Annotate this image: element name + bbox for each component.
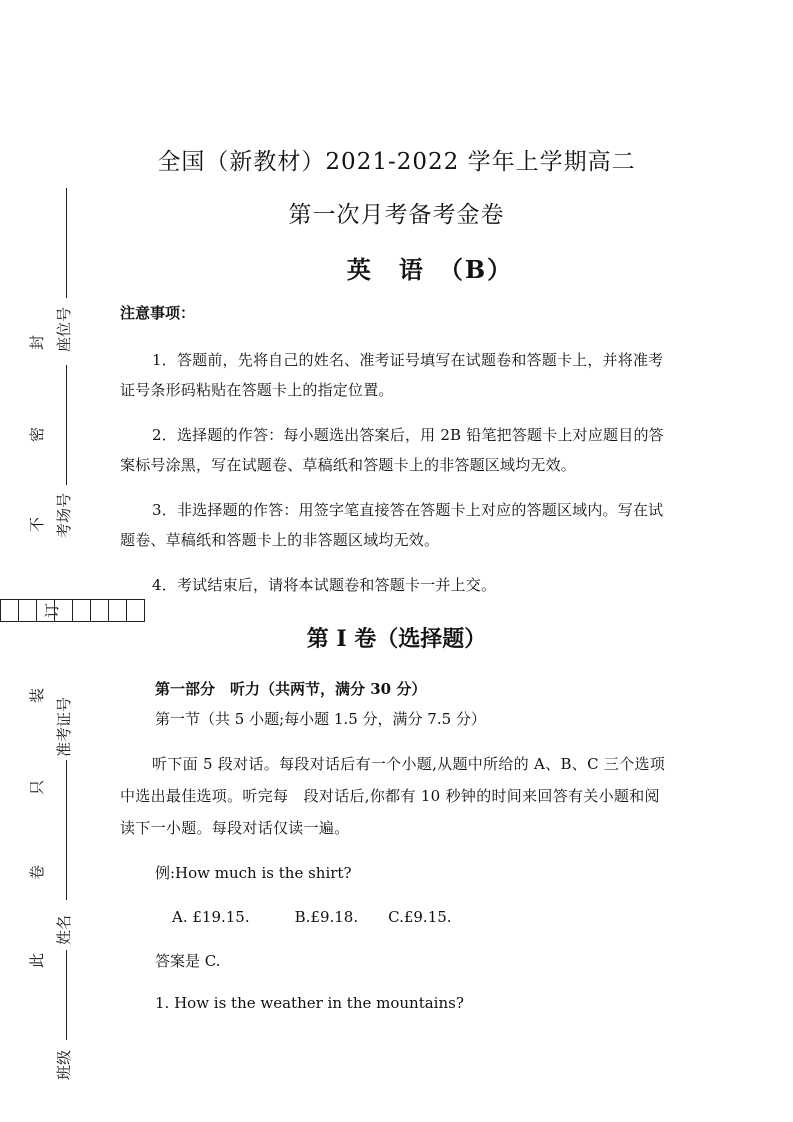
id-label: 准考证号: [55, 696, 73, 757]
name-line: [66, 760, 67, 900]
notice-item-3: 3．非选择题的作答：用签字笔直接答在答题卡上对应的答题区域内。写在试题卷、草稿纸和答题卡上的非答题区域均无效。: [120, 501, 664, 549]
seal-char-1: 封: [28, 334, 46, 350]
part-title: 第一部分 听力（共两节，满分 30 分）: [155, 680, 427, 698]
name-label: 姓名: [55, 914, 73, 945]
number-box: [55, 599, 73, 622]
section-title: 第 I 卷（选择题）: [306, 626, 487, 652]
notice-heading: 注意事项：: [120, 304, 196, 322]
class-line: [66, 950, 67, 1040]
subsection-title: 第一节（共 5 小题;每小题 1.5 分，满分 7.5 分）: [155, 710, 486, 728]
number-box: [0, 599, 19, 622]
seal-char-3: 不: [28, 516, 46, 532]
number-box: [19, 599, 37, 622]
seal-char-7: 卷: [28, 864, 46, 880]
seat-label: 座位号: [55, 306, 73, 352]
example-answer: 答案是 C.: [155, 952, 221, 970]
subject-title: 英 语 （B）: [346, 255, 514, 284]
exam-number-boxes: [0, 599, 145, 620]
document-title-line2: 第一次月考备考金卷: [288, 202, 505, 228]
listening-instructions: 听下面 5 段对话。每段对话后有一个小题,从题中所给的 A、B、C 三个选项中选出最佳选项。听完每 段对话后,你都有 10 秒钟的时间来回答有关小题和阅读下一小题。每段对话仅读一遍。: [120, 755, 666, 837]
seal-char-4: 订: [43, 602, 61, 618]
seal-char-8: 此: [28, 952, 46, 968]
number-box: [109, 599, 127, 622]
seat-line: [66, 188, 67, 298]
seal-char-2: 密: [28, 426, 46, 442]
notice-item-2: 2．选择题的作答：每小题选出答案后，用 2B 铅笔把答题卡上对应题目的答案标号涂黑，写在试题卷、草稿纸和答题卡上的非答题区域均无效。: [120, 426, 664, 474]
number-box: [37, 599, 55, 622]
class-label: 班级: [55, 1049, 73, 1080]
question-1: 1. How is the weather in the mountains?: [155, 994, 464, 1012]
room-label: 考场号: [55, 492, 73, 538]
seal-char-6: 只: [28, 779, 46, 795]
document-title-line1: 全国（新教材）2021-2022 学年上学期高二: [157, 149, 636, 175]
room-line: [66, 365, 67, 485]
number-box: [91, 599, 109, 622]
example-options: A. £19.15. B.£9.18. C.£9.15.: [172, 908, 452, 926]
notice-item-4: 4．考试结束后，请将本试题卷和答题卡一并上交。: [152, 576, 497, 594]
seal-char-5: 装: [28, 687, 46, 703]
number-box: [127, 599, 145, 622]
notice-item-1: 1．答题前，先将自己的姓名、准考证号填写在试题卷和答题卡上，并将准考证号条形码粘贴在答题卡上的指定位置。: [120, 351, 664, 399]
example-question: 例:How much is the shirt?: [155, 864, 352, 882]
number-box: [73, 599, 91, 622]
